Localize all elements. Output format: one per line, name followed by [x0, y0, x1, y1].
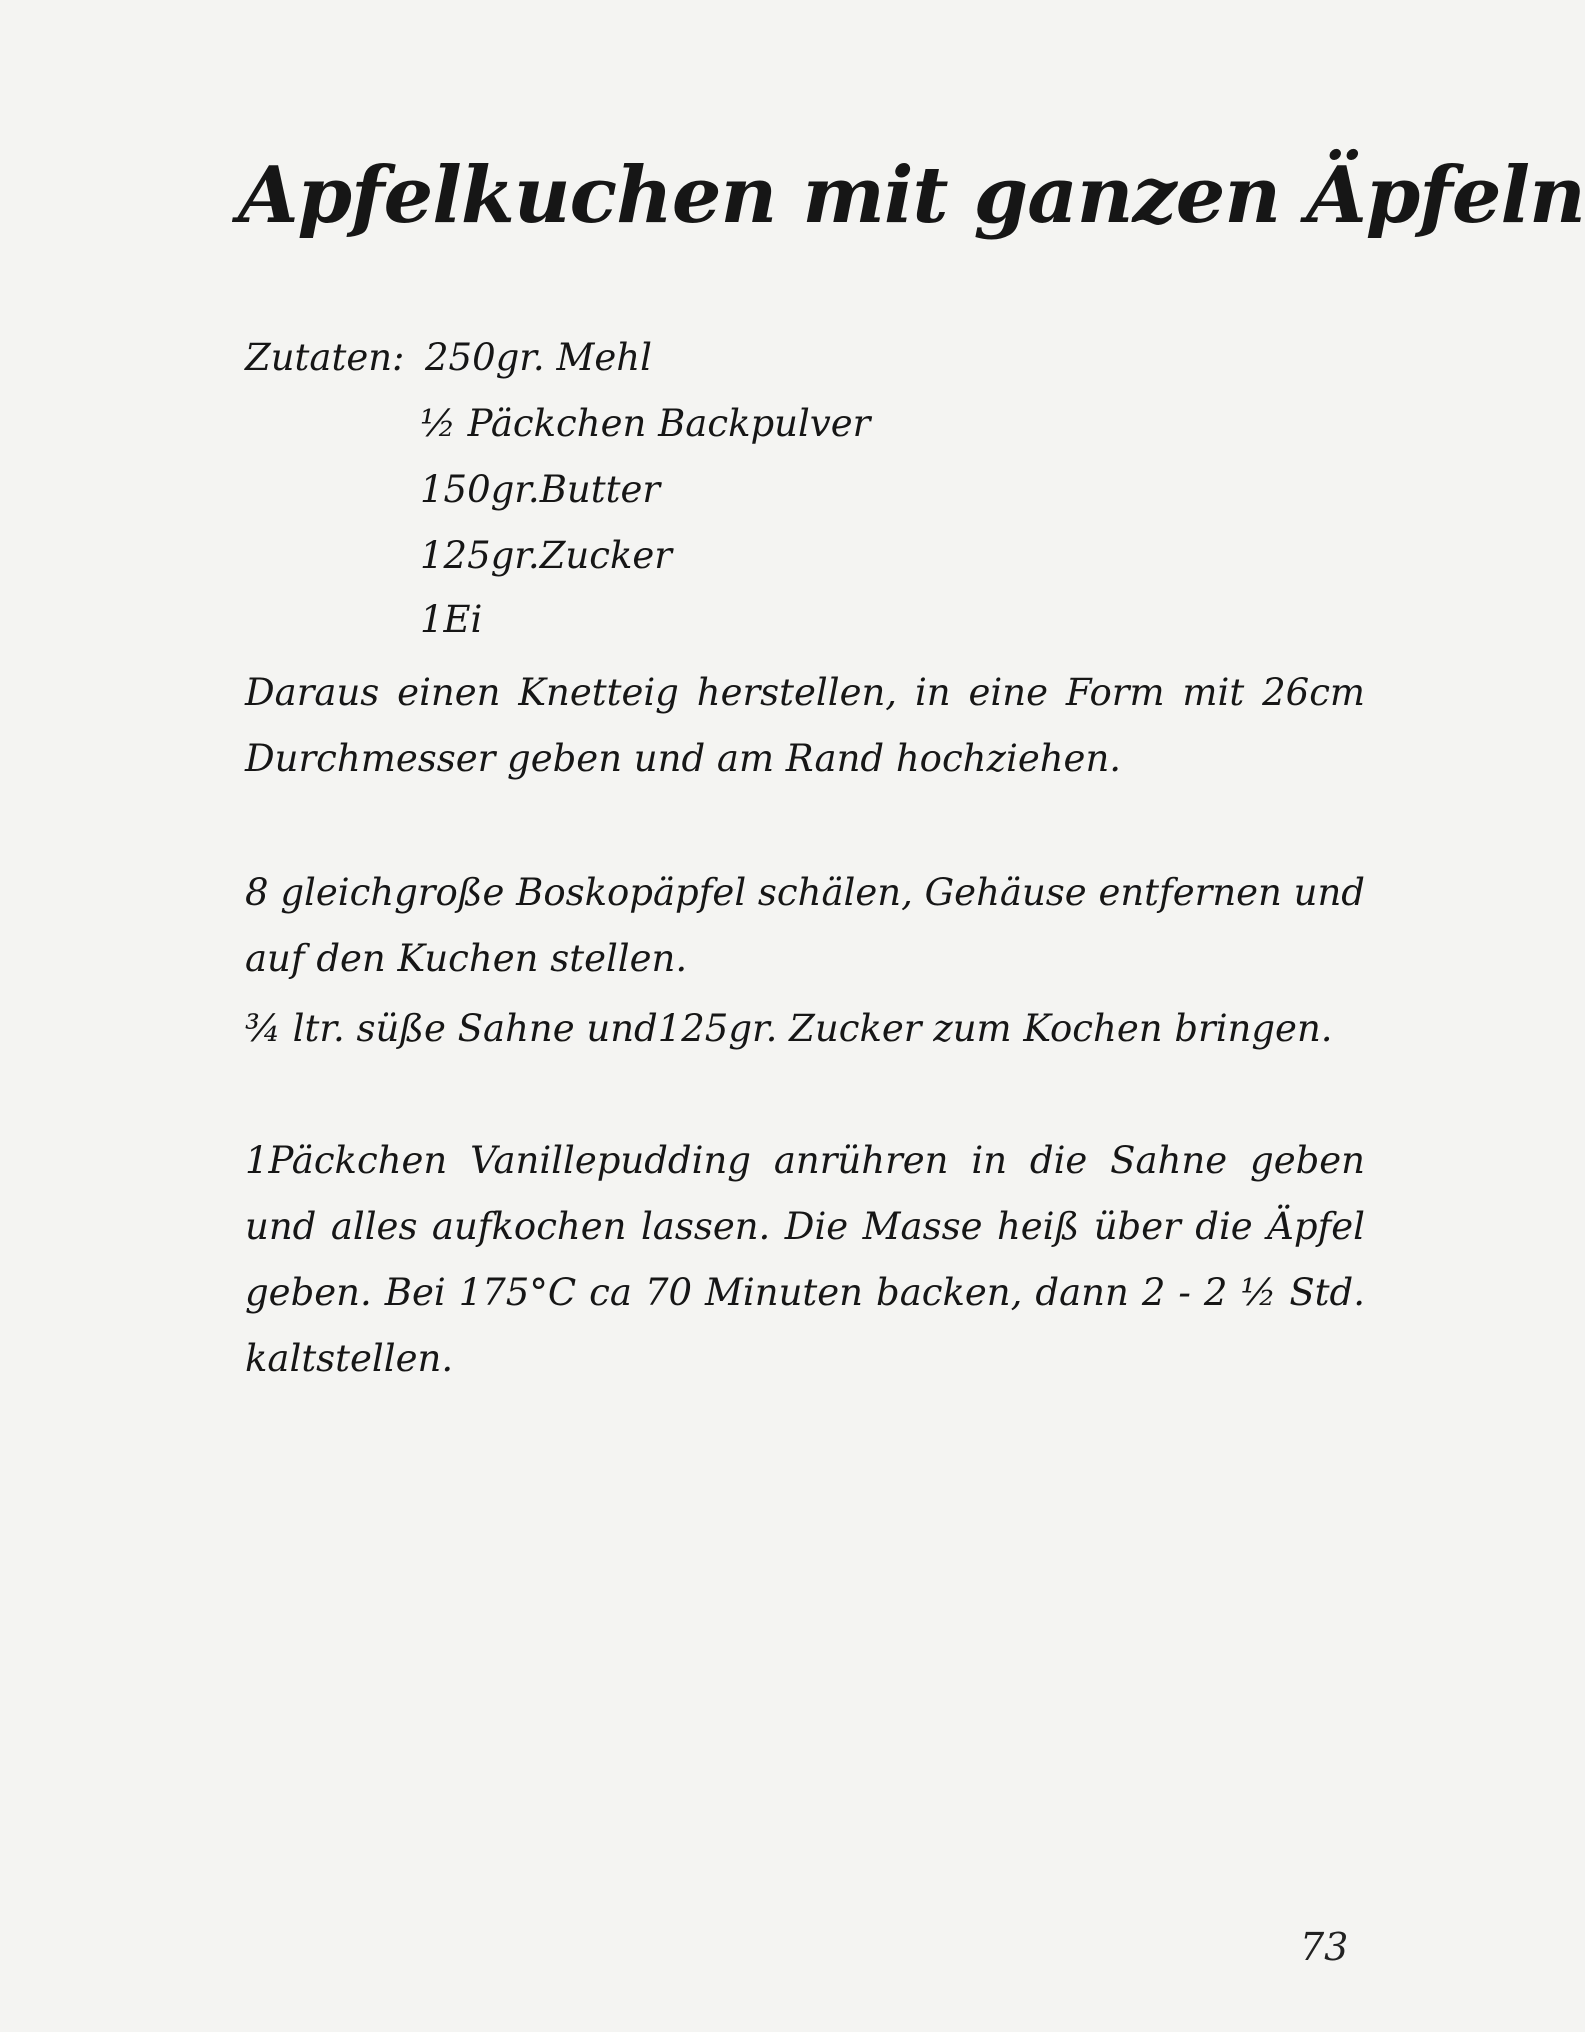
instruction-paragraph: ¾ ltr. süße Sahne und125gr. Zucker zum Kochen bringen. [245, 1007, 1333, 1050]
recipe-title: Apfelkuchen mit ganzen Äpfeln [238, 150, 1585, 241]
instruction-paragraph: Daraus einen Knetteig herstellen, in eine Form mit 26cm Durchmesser geben und am Rand hochziehen. [245, 671, 1365, 780]
ingredient-item: 250gr. Mehl [425, 336, 652, 379]
ingredient-item: 1Ei [420, 598, 483, 641]
ingredients-label: Zutaten: [245, 336, 405, 379]
instruction-paragraph: 1Päckchen Vanillepudding anrühren in die Sahne geben und alles aufkochen lassen. Die Masse heiß über die Äpfel geben. Bei 175°C ca 70 Minuten backen, dann 2 - 2 ½ Std. kaltstellen. [245, 1139, 1365, 1380]
ingredient-item: 150gr.Butter [420, 468, 661, 511]
page-number: 73 [1300, 1925, 1349, 1969]
ingredient-item: 125gr.Zucker [420, 534, 672, 577]
instruction-paragraph: 8 gleichgroße Boskopäpfel schälen, Gehäuse entfernen und auf den Kuchen stellen. [245, 871, 1365, 980]
ingredient-item: ½ Päckchen Backpulver [420, 402, 871, 445]
